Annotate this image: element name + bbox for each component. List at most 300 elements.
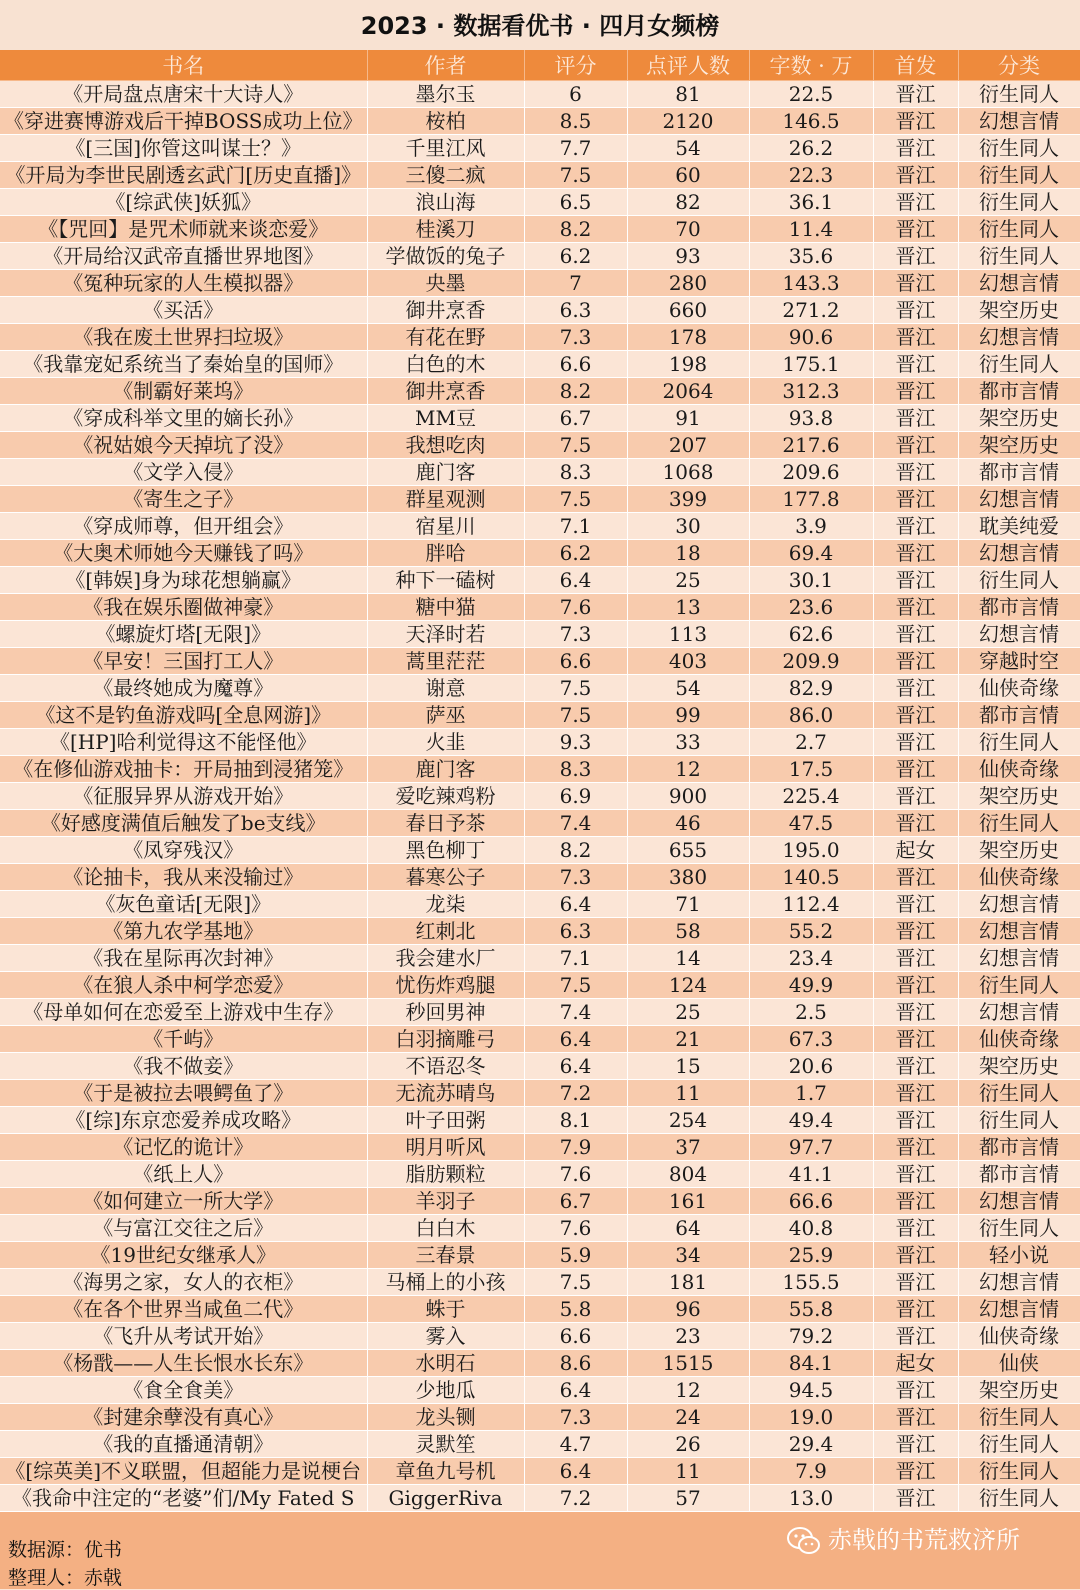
rating-cell: 4.7 [524, 1431, 627, 1458]
author-cell: 水明石 [367, 1350, 524, 1377]
category-cell: 衍生同人 [958, 189, 1080, 216]
book-title-cell: 《19世纪女继承人》 [0, 1242, 367, 1269]
book-title-cell: 《穿成师尊，但开组会》 [0, 513, 367, 540]
rating-cell: 6.4 [524, 1458, 627, 1485]
book-title-cell: 《好感度满值后触发了be支线》 [0, 810, 367, 837]
review-count-cell: 12 [627, 1377, 749, 1404]
category-cell: 衍生同人 [958, 1431, 1080, 1458]
platform-cell: 晋江 [873, 1107, 958, 1134]
review-count-cell: 804 [627, 1161, 749, 1188]
rating-cell: 7.5 [524, 1269, 627, 1296]
platform-cell: 晋江 [873, 108, 958, 135]
table-row [0, 621, 1080, 648]
platform-cell: 晋江 [873, 1323, 958, 1350]
word-count-cell: 2.5 [749, 999, 873, 1026]
rating-cell: 7.3 [524, 864, 627, 891]
platform-cell: 晋江 [873, 729, 958, 756]
rating-cell: 6.9 [524, 783, 627, 810]
word-count-cell: 23.6 [749, 594, 873, 621]
author-cell: 叶子田粥 [367, 1107, 524, 1134]
book-title-cell: 《我靠宠妃系统当了秦始皇的国师》 [0, 351, 367, 378]
table-row [0, 756, 1080, 783]
table-body [0, 81, 1080, 1512]
table-row [0, 297, 1080, 324]
book-title-cell: 《我在废土世界扫垃圾》 [0, 324, 367, 351]
word-count-cell: 94.5 [749, 1377, 873, 1404]
rating-cell: 7.9 [524, 1134, 627, 1161]
platform-cell: 晋江 [873, 162, 958, 189]
word-count-cell: 177.8 [749, 486, 873, 513]
platform-cell: 晋江 [873, 594, 958, 621]
table-row [0, 594, 1080, 621]
rating-cell: 5.9 [524, 1242, 627, 1269]
book-title-cell: 《冤种玩家的人生模拟器》 [0, 270, 367, 297]
author-cell: 学做饭的兔子 [367, 243, 524, 270]
platform-cell: 晋江 [873, 324, 958, 351]
category-cell: 都市言情 [958, 378, 1080, 405]
author-cell: 墨尔玉 [367, 81, 524, 108]
word-count-cell: 41.1 [749, 1161, 873, 1188]
review-count-cell: 12 [627, 756, 749, 783]
book-title-cell: 《这不是钓鱼游戏吗[全息网游]》 [0, 702, 367, 729]
review-count-cell: 900 [627, 783, 749, 810]
table-row [0, 1215, 1080, 1242]
review-count-cell: 46 [627, 810, 749, 837]
review-count-cell: 64 [627, 1215, 749, 1242]
review-count-cell: 11 [627, 1458, 749, 1485]
rating-cell: 6.4 [524, 1053, 627, 1080]
word-count-cell: 84.1 [749, 1350, 873, 1377]
category-cell: 衍生同人 [958, 972, 1080, 999]
rating-cell: 6.4 [524, 567, 627, 594]
author-cell: 章鱼九号机 [367, 1458, 524, 1485]
word-count-cell: 217.6 [749, 432, 873, 459]
platform-cell: 晋江 [873, 1161, 958, 1188]
book-title-cell: 《开局给汉武帝直播世界地图》 [0, 243, 367, 270]
author-cell: 无流苏晴鸟 [367, 1080, 524, 1107]
category-cell: 都市言情 [958, 1161, 1080, 1188]
review-count-cell: 54 [627, 675, 749, 702]
book-title-cell: 《如何建立一所大学》 [0, 1188, 367, 1215]
author-cell: 雾入 [367, 1323, 524, 1350]
column-header-category: 分类 [958, 50, 1080, 81]
review-count-cell: 207 [627, 432, 749, 459]
word-count-cell: 35.6 [749, 243, 873, 270]
author-cell: 有花在野 [367, 324, 524, 351]
rating-cell: 6.7 [524, 1188, 627, 1215]
rating-cell: 6.5 [524, 189, 627, 216]
category-cell: 耽美纯爱 [958, 513, 1080, 540]
review-count-cell: 380 [627, 864, 749, 891]
table-row [0, 1350, 1080, 1377]
word-count-cell: 271.2 [749, 297, 873, 324]
review-count-cell: 82 [627, 189, 749, 216]
platform-cell: 晋江 [873, 405, 958, 432]
word-count-cell: 140.5 [749, 864, 873, 891]
platform-cell: 晋江 [873, 648, 958, 675]
wechat-icon [786, 1526, 822, 1556]
category-cell: 衍生同人 [958, 1404, 1080, 1431]
review-count-cell: 660 [627, 297, 749, 324]
author-cell: 宿星川 [367, 513, 524, 540]
platform-cell: 晋江 [873, 999, 958, 1026]
book-title-cell: 《[综武侠]妖狐》 [0, 189, 367, 216]
category-cell: 幻想言情 [958, 108, 1080, 135]
author-cell: 脂肪颗粒 [367, 1161, 524, 1188]
table-row [0, 1269, 1080, 1296]
word-count-cell: 86.0 [749, 702, 873, 729]
book-title-cell: 《螺旋灯塔[无限]》 [0, 621, 367, 648]
rating-cell: 7.5 [524, 702, 627, 729]
column-header-title: 书名 [0, 50, 367, 81]
table-row [0, 513, 1080, 540]
platform-cell: 晋江 [873, 864, 958, 891]
rating-cell: 7.1 [524, 513, 627, 540]
author-cell: 少地瓜 [367, 1377, 524, 1404]
book-title-cell: 《[HP]哈利觉得这不能怪他》 [0, 729, 367, 756]
rating-cell: 8.3 [524, 756, 627, 783]
table-row [0, 540, 1080, 567]
table-row [0, 1134, 1080, 1161]
review-count-cell: 70 [627, 216, 749, 243]
table-row [0, 1242, 1080, 1269]
review-count-cell: 34 [627, 1242, 749, 1269]
review-count-cell: 15 [627, 1053, 749, 1080]
data-source-note: 数据源：优书 [8, 1539, 123, 1561]
word-count-cell: 67.3 [749, 1026, 873, 1053]
rating-cell: 8.6 [524, 1350, 627, 1377]
rating-cell: 9.3 [524, 729, 627, 756]
rating-cell: 7.2 [524, 1485, 627, 1512]
rating-cell: 7.3 [524, 324, 627, 351]
category-cell: 架空历史 [958, 432, 1080, 459]
category-cell: 衍生同人 [958, 567, 1080, 594]
word-count-cell: 93.8 [749, 405, 873, 432]
book-title-cell: 《祝姑娘今天掉坑了没》 [0, 432, 367, 459]
category-cell: 幻想言情 [958, 1188, 1080, 1215]
book-title-cell: 《[三国]你管这叫谋士？》 [0, 135, 367, 162]
review-count-cell: 198 [627, 351, 749, 378]
word-count-cell: 2.7 [749, 729, 873, 756]
word-count-cell: 55.8 [749, 1296, 873, 1323]
column-header-author: 作者 [367, 50, 524, 81]
book-title-cell: 《纸上人》 [0, 1161, 367, 1188]
platform-cell: 晋江 [873, 1431, 958, 1458]
category-cell: 穿越时空 [958, 648, 1080, 675]
author-cell: 灵默笙 [367, 1431, 524, 1458]
review-count-cell: 113 [627, 621, 749, 648]
category-cell: 衍生同人 [958, 729, 1080, 756]
word-count-cell: 82.9 [749, 675, 873, 702]
platform-cell: 起女 [873, 837, 958, 864]
book-title-cell: 《开局盘点唐宋十大诗人》 [0, 81, 367, 108]
category-cell: 仙侠奇缘 [958, 864, 1080, 891]
category-cell: 仙侠奇缘 [958, 675, 1080, 702]
editor-note: 整理人：赤戟 [8, 1567, 123, 1589]
category-cell: 衍生同人 [958, 1080, 1080, 1107]
author-cell: 群星观测 [367, 486, 524, 513]
review-count-cell: 96 [627, 1296, 749, 1323]
review-count-cell: 2064 [627, 378, 749, 405]
author-cell: 红刺北 [367, 918, 524, 945]
author-cell: 萨巫 [367, 702, 524, 729]
book-title-cell: 《[综]东京恋爱养成攻略》 [0, 1107, 367, 1134]
review-count-cell: 14 [627, 945, 749, 972]
platform-cell: 晋江 [873, 297, 958, 324]
table-row [0, 702, 1080, 729]
table-row [0, 432, 1080, 459]
table-row [0, 270, 1080, 297]
category-cell: 仙侠 [958, 1350, 1080, 1377]
rating-cell: 7.1 [524, 945, 627, 972]
category-cell: 架空历史 [958, 1053, 1080, 1080]
platform-cell: 晋江 [873, 351, 958, 378]
platform-cell: 晋江 [873, 1296, 958, 1323]
word-count-cell: 22.5 [749, 81, 873, 108]
category-cell: 幻想言情 [958, 918, 1080, 945]
review-count-cell: 25 [627, 567, 749, 594]
book-title-cell: 《征服异界从游戏开始》 [0, 783, 367, 810]
review-count-cell: 1068 [627, 459, 749, 486]
platform-cell: 晋江 [873, 1404, 958, 1431]
review-count-cell: 30 [627, 513, 749, 540]
word-count-cell: 26.2 [749, 135, 873, 162]
table-row [0, 108, 1080, 135]
author-cell: 秒回男神 [367, 999, 524, 1026]
table-row [0, 864, 1080, 891]
table-row [0, 648, 1080, 675]
review-count-cell: 57 [627, 1485, 749, 1512]
rating-cell: 6.3 [524, 918, 627, 945]
table-row [0, 729, 1080, 756]
book-title-cell: 《我命中注定的“老婆”们/My Fated S [0, 1485, 367, 1512]
word-count-cell: 25.9 [749, 1242, 873, 1269]
book-title-cell: 《在各个世界当咸鱼二代》 [0, 1296, 367, 1323]
book-title-cell: 《大奥术师她今天赚钱了吗》 [0, 540, 367, 567]
book-title-cell: 《[韩娱]身为球花想躺赢》 [0, 567, 367, 594]
word-count-cell: 13.0 [749, 1485, 873, 1512]
word-count-cell: 62.6 [749, 621, 873, 648]
book-title-cell: 《穿进赛博游戏后干掉BOSS成功上位》 [0, 108, 367, 135]
word-count-cell: 30.1 [749, 567, 873, 594]
table-row [0, 1107, 1080, 1134]
platform-cell: 晋江 [873, 135, 958, 162]
column-header-platform: 首发 [873, 50, 958, 81]
rating-cell: 7.7 [524, 135, 627, 162]
rating-cell: 6.6 [524, 1323, 627, 1350]
author-cell: 黑色柳丁 [367, 837, 524, 864]
book-title-cell: 《飞升从考试开始》 [0, 1323, 367, 1350]
word-count-cell: 1.7 [749, 1080, 873, 1107]
table-row [0, 891, 1080, 918]
author-cell: MM豆 [367, 405, 524, 432]
author-cell: 蛛于 [367, 1296, 524, 1323]
table-row [0, 567, 1080, 594]
author-cell: 千里江风 [367, 135, 524, 162]
category-cell: 衍生同人 [958, 243, 1080, 270]
author-cell: 三傻二疯 [367, 162, 524, 189]
review-count-cell: 18 [627, 540, 749, 567]
platform-cell: 晋江 [873, 486, 958, 513]
review-count-cell: 33 [627, 729, 749, 756]
rating-cell: 7.4 [524, 999, 627, 1026]
platform-cell: 晋江 [873, 1080, 958, 1107]
word-count-cell: 22.3 [749, 162, 873, 189]
page-title: 2023 · 数据看优书 · 四月女频榜 [0, 0, 1080, 50]
platform-cell: 晋江 [873, 810, 958, 837]
author-cell: 种下一磕树 [367, 567, 524, 594]
table-row [0, 675, 1080, 702]
book-title-cell: 《在狼人杀中柯学恋爱》 [0, 972, 367, 999]
rating-cell: 7.5 [524, 162, 627, 189]
word-count-cell: 90.6 [749, 324, 873, 351]
book-title-cell: 《与富江交往之后》 [0, 1215, 367, 1242]
table-row [0, 216, 1080, 243]
book-title-cell: 《最终她成为魔尊》 [0, 675, 367, 702]
author-cell: 浪山海 [367, 189, 524, 216]
category-cell: 轻小说 [958, 1242, 1080, 1269]
platform-cell: 晋江 [873, 945, 958, 972]
rating-cell: 6.2 [524, 243, 627, 270]
review-count-cell: 23 [627, 1323, 749, 1350]
author-cell: 马桶上的小孩 [367, 1269, 524, 1296]
author-cell: 御井烹香 [367, 297, 524, 324]
table-row [0, 1296, 1080, 1323]
author-cell: 蒿里茫茫 [367, 648, 524, 675]
author-cell: 春日予茶 [367, 810, 524, 837]
word-count-cell: 209.6 [749, 459, 873, 486]
table-row [0, 162, 1080, 189]
footer [0, 1512, 1080, 1589]
word-count-cell: 20.6 [749, 1053, 873, 1080]
column-header-rating: 评分 [524, 50, 627, 81]
book-title-cell: 《杨戬——人生长恨水长东》 [0, 1350, 367, 1377]
table-row [0, 189, 1080, 216]
author-cell: 天泽时若 [367, 621, 524, 648]
book-title-cell: 《母单如何在恋爱至上游戏中生存》 [0, 999, 367, 1026]
word-count-cell: 49.4 [749, 1107, 873, 1134]
book-title-cell: 《灰色童话[无限]》 [0, 891, 367, 918]
review-count-cell: 2120 [627, 108, 749, 135]
book-title-cell: 《[综英美]不义联盟，但超能力是说梗台 [0, 1458, 367, 1485]
author-cell: 暮寒公子 [367, 864, 524, 891]
rating-cell: 7.6 [524, 1215, 627, 1242]
word-count-cell: 155.5 [749, 1269, 873, 1296]
book-title-cell: 《记忆的诡计》 [0, 1134, 367, 1161]
review-count-cell: 161 [627, 1188, 749, 1215]
book-title-cell: 《穿成科举文里的嫡长孙》 [0, 405, 367, 432]
author-cell: 白羽摘雕弓 [367, 1026, 524, 1053]
rating-cell: 7.5 [524, 972, 627, 999]
rating-cell: 7.4 [524, 810, 627, 837]
book-title-cell: 《封建余孽没有真心》 [0, 1404, 367, 1431]
platform-cell: 晋江 [873, 243, 958, 270]
review-count-cell: 655 [627, 837, 749, 864]
platform-cell: 晋江 [873, 513, 958, 540]
table-row [0, 1161, 1080, 1188]
platform-cell: 晋江 [873, 891, 958, 918]
word-count-cell: 69.4 [749, 540, 873, 567]
review-count-cell: 58 [627, 918, 749, 945]
category-cell: 幻想言情 [958, 1296, 1080, 1323]
column-header-reviews: 点评人数 [627, 50, 749, 81]
platform-cell: 晋江 [873, 1053, 958, 1080]
platform-cell: 晋江 [873, 1377, 958, 1404]
table-row [0, 1377, 1080, 1404]
category-cell: 都市言情 [958, 459, 1080, 486]
rating-cell: 7.6 [524, 1161, 627, 1188]
word-count-cell: 36.1 [749, 189, 873, 216]
book-title-cell: 《食全食美》 [0, 1377, 367, 1404]
book-title-cell: 《我在星际再次封神》 [0, 945, 367, 972]
platform-cell: 晋江 [873, 972, 958, 999]
table-row [0, 1323, 1080, 1350]
table-row [0, 1080, 1080, 1107]
rating-cell: 7.5 [524, 675, 627, 702]
category-cell: 幻想言情 [958, 1269, 1080, 1296]
author-cell: 鹿门客 [367, 756, 524, 783]
author-cell: 龙柒 [367, 891, 524, 918]
category-cell: 衍生同人 [958, 135, 1080, 162]
review-count-cell: 37 [627, 1134, 749, 1161]
rating-cell: 8.3 [524, 459, 627, 486]
rating-cell: 7.5 [524, 486, 627, 513]
word-count-cell: 66.6 [749, 1188, 873, 1215]
book-title-cell: 《买活》 [0, 297, 367, 324]
table-row [0, 999, 1080, 1026]
category-cell: 架空历史 [958, 297, 1080, 324]
ranking-table [0, 50, 1080, 1512]
rating-cell: 6.7 [524, 405, 627, 432]
platform-cell: 晋江 [873, 81, 958, 108]
review-count-cell: 26 [627, 1431, 749, 1458]
review-count-cell: 99 [627, 702, 749, 729]
platform-cell: 晋江 [873, 756, 958, 783]
review-count-cell: 11 [627, 1080, 749, 1107]
platform-cell: 晋江 [873, 189, 958, 216]
author-cell: 我想吃肉 [367, 432, 524, 459]
category-cell: 衍生同人 [958, 216, 1080, 243]
author-cell: 火韭 [367, 729, 524, 756]
review-count-cell: 24 [627, 1404, 749, 1431]
review-count-cell: 124 [627, 972, 749, 999]
book-title-cell: 《【咒回】是咒术师就来谈恋爱》 [0, 216, 367, 243]
table-row [0, 405, 1080, 432]
table-row [0, 1404, 1080, 1431]
word-count-cell: 7.9 [749, 1458, 873, 1485]
category-cell: 幻想言情 [958, 945, 1080, 972]
book-title-cell: 《早安！三国打工人》 [0, 648, 367, 675]
table-row [0, 1053, 1080, 1080]
book-title-cell: 《第九农学基地》 [0, 918, 367, 945]
word-count-cell: 175.1 [749, 351, 873, 378]
word-count-cell: 146.5 [749, 108, 873, 135]
word-count-cell: 112.4 [749, 891, 873, 918]
author-cell: 羊羽子 [367, 1188, 524, 1215]
category-cell: 幻想言情 [958, 540, 1080, 567]
platform-cell: 晋江 [873, 1458, 958, 1485]
platform-cell: 晋江 [873, 216, 958, 243]
word-count-cell: 97.7 [749, 1134, 873, 1161]
platform-cell: 起女 [873, 1350, 958, 1377]
category-cell: 衍生同人 [958, 1485, 1080, 1512]
watermark-text: 赤戟的书荒救济所 [828, 1526, 1020, 1554]
book-title-cell: 《于是被拉去喂鳄鱼了》 [0, 1080, 367, 1107]
author-cell: 忧伤炸鸡腿 [367, 972, 524, 999]
table-row [0, 324, 1080, 351]
author-cell: 桂溪刀 [367, 216, 524, 243]
author-cell: 爱吃辣鸡粉 [367, 783, 524, 810]
